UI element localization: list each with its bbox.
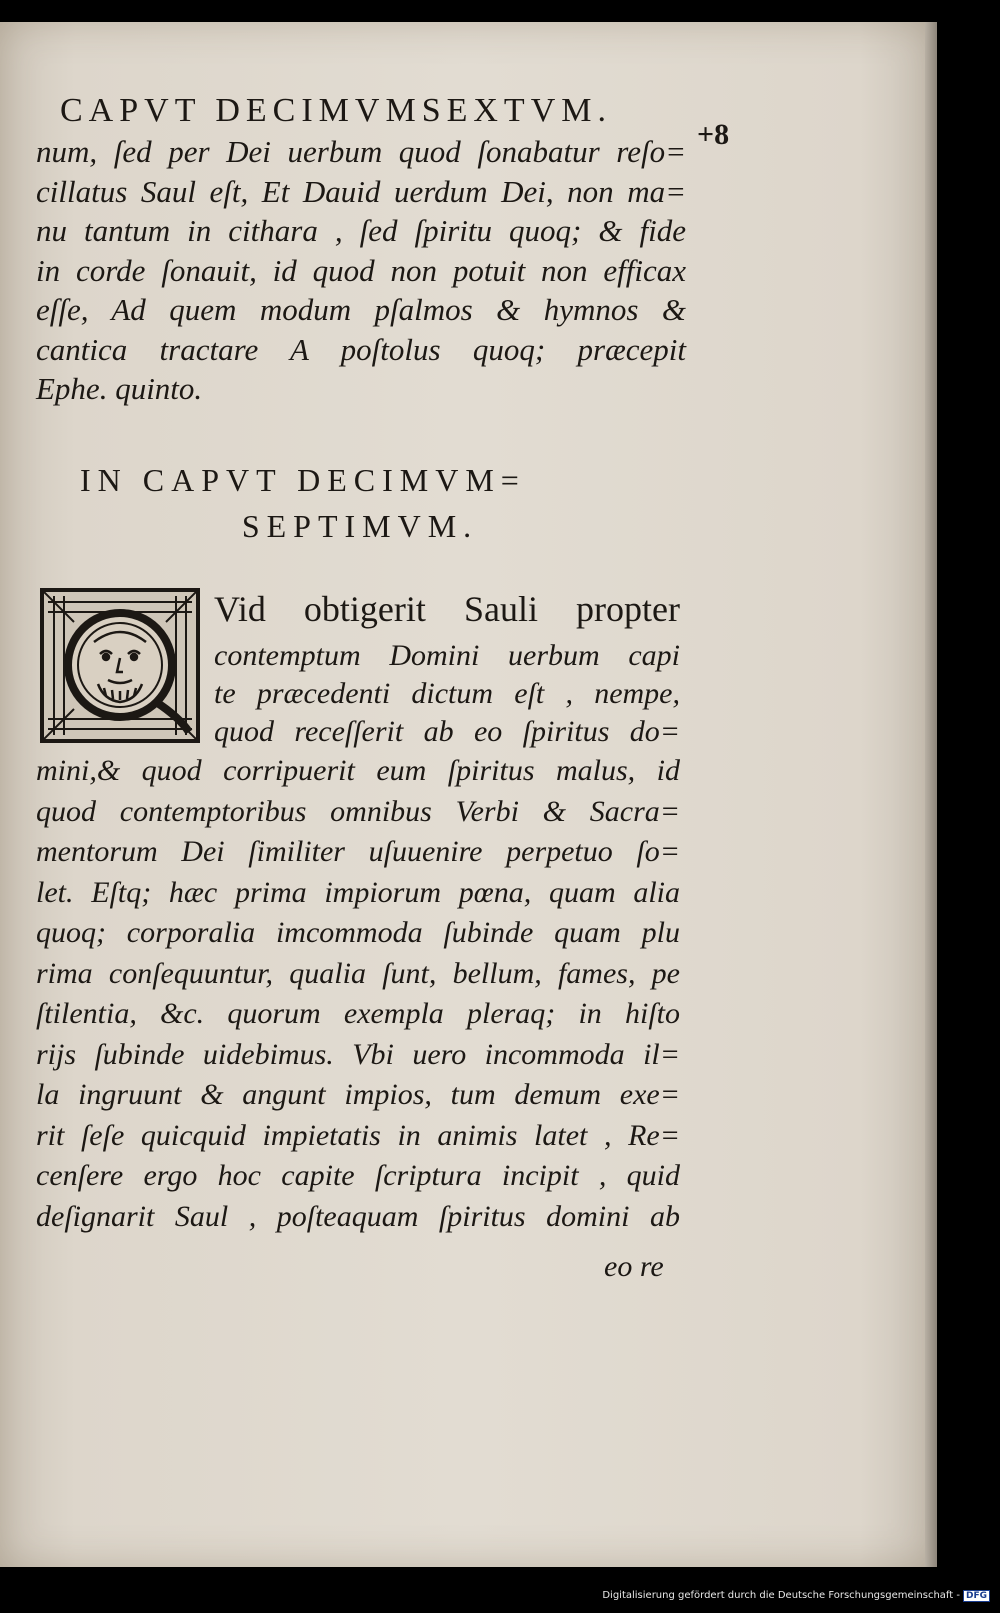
- paragraph-continued: [36, 132, 686, 409]
- chapter-heading-line-2: SEPTIMVM.: [241, 508, 479, 544]
- text-line: cantica tractare A poſtolus quoq; præcepit: [36, 331, 686, 367]
- text-line: mini,& quod corripuerit eum ſpiritus malus, id: [36, 754, 680, 787]
- text-line: rijs ſubinde uidebimus. Vbi uero incommoda il=: [36, 1037, 680, 1071]
- text-line: mentorum Dei ſimiliter uſuuenire perpetuo ſo=: [36, 835, 680, 868]
- text-line: contemptum Domini uerbum capi: [214, 639, 680, 672]
- paragraph-first-line: Vid obtigerit Sauli propter: [214, 589, 680, 629]
- paragraph-body: [36, 751, 680, 1237]
- text-line: quoq; corporalia imcommoda ſubinde quam plu: [36, 916, 680, 949]
- text-line: eſſe, Ad quem modum pſalmos & hymnos &: [36, 292, 686, 327]
- text-line: let. Eſtq; hæc prima impiorum pœna, quam alia: [36, 875, 680, 909]
- catchword: eo re: [604, 1250, 664, 1283]
- dfg-logo: DFG: [963, 1590, 990, 1602]
- woodcut-initial-q-face-icon: [40, 588, 200, 743]
- text-line: la ingruunt & angunt impios, tum demum exe=: [36, 1078, 680, 1111]
- text-line: rit ſeſe quicquid impietatis in animis latet , Re=: [36, 1118, 680, 1152]
- running-head: CAPVT DECIMVMSEXTVM.: [60, 92, 612, 129]
- text-line: nu tantum in cithara , ſed ſpiritu quoq; & fide: [36, 213, 686, 248]
- text-line: deſignarit Saul , poſteaquam ſpiritus domini ab: [36, 1199, 680, 1233]
- text-line: cillatus Saul eſt, Et Dauid uerdum Dei, non ma=: [36, 173, 686, 209]
- chapter-heading-line-1: IN CAPVT DECIMVM=: [80, 462, 526, 498]
- text-line: in corde ſonauit, id quod non potuit non efficax: [36, 252, 686, 288]
- text-line-last: Ephe. quinto.: [36, 371, 203, 406]
- footer-text: Digitalisierung gefördert durch die Deutsche Forschungsgemeinschaft -: [602, 1590, 960, 1601]
- paragraph-indented-lines: [214, 637, 680, 751]
- digitization-footer: [0, 1590, 990, 1602]
- text-line: rima conſequuntur, qualia ſunt, bellum, fames, pe: [36, 956, 680, 990]
- page-edge: [925, 22, 937, 1567]
- text-line: quod contemptoribus omnibus Verbi & Sacra=: [36, 794, 680, 828]
- text-line: ſtilentia, &c. quorum exempla pleraq; in hiſto: [36, 997, 680, 1030]
- text-line: te præcedenti dictum eſt , nempe,: [214, 677, 680, 710]
- text-line: num, ſed per Dei uerbum quod ſonabatur reſo=: [36, 134, 686, 169]
- text-line: cenſere ergo hoc capite ſcriptura incipit , quid: [36, 1159, 680, 1192]
- text-line: quod receſſerit ab eo ſpiritus do=: [214, 715, 680, 748]
- folio-number: +8: [697, 118, 730, 151]
